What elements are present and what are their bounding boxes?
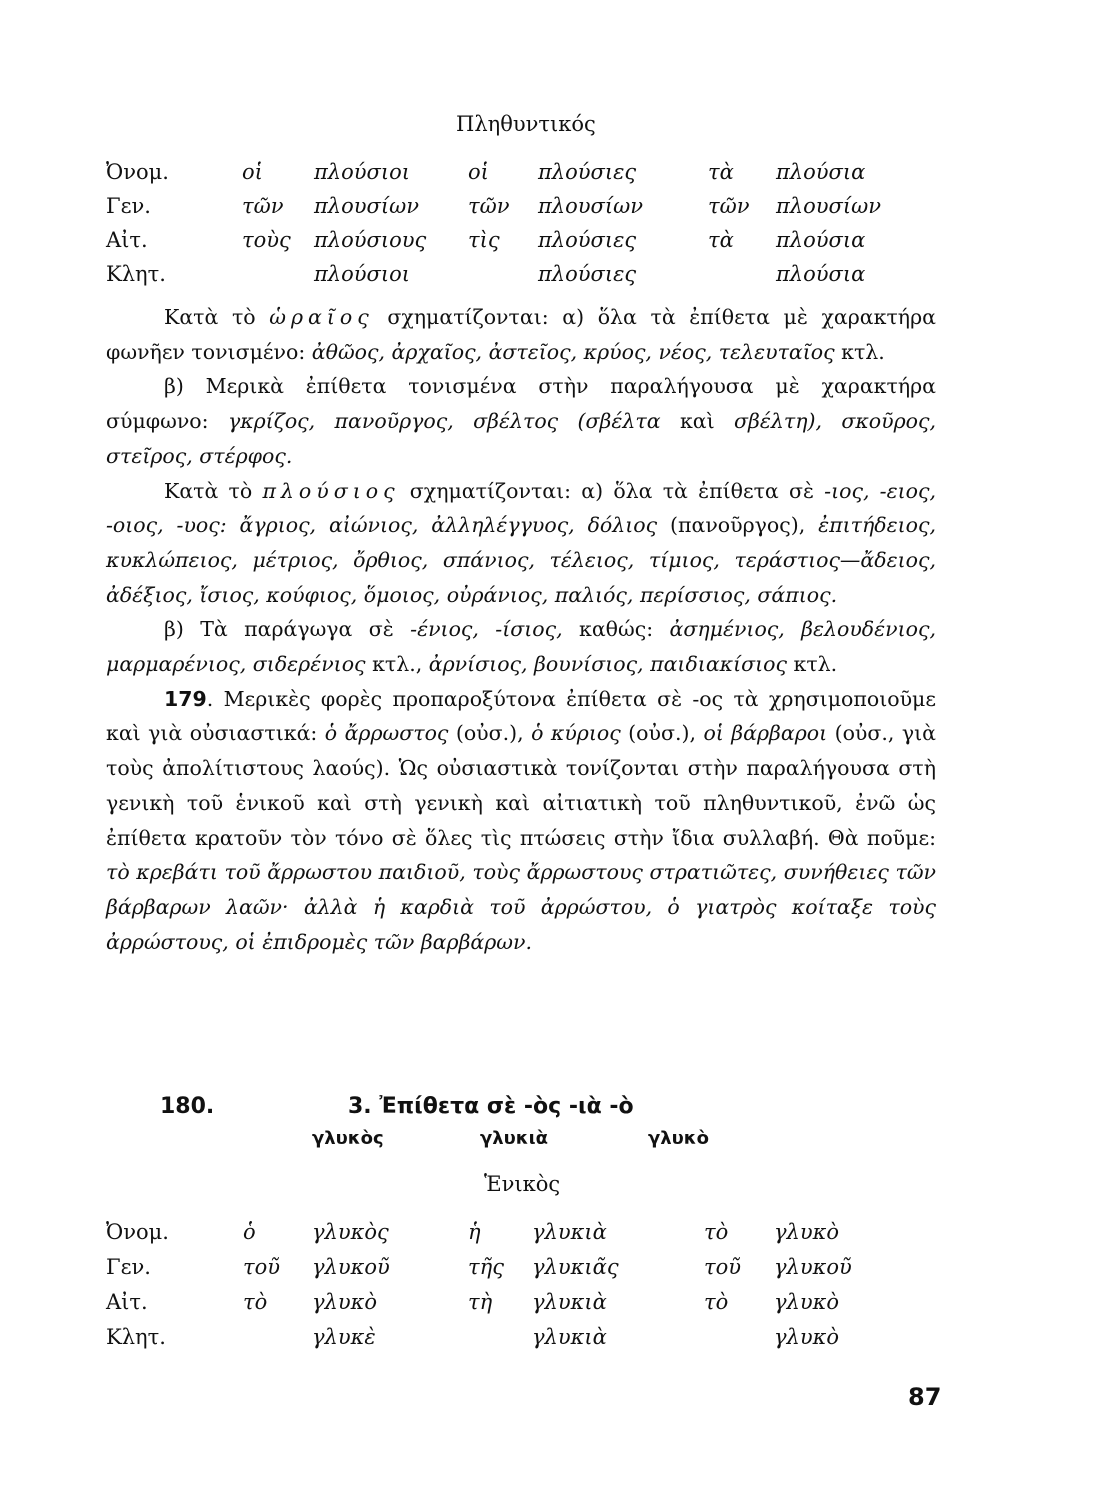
article: τὸ: [243, 1290, 268, 1314]
form: γλυκὸ: [774, 1290, 840, 1314]
page-number: 87: [908, 1383, 942, 1411]
case-label: Γεν.: [106, 1255, 151, 1279]
form: γλυκιᾶς: [532, 1255, 619, 1279]
article: τὶς: [468, 228, 500, 252]
form: γλυκὸ: [774, 1325, 840, 1349]
plural-heading: Πληθυντικός: [456, 112, 596, 136]
form: γλυκοῦ: [774, 1255, 852, 1279]
case-label: Ὀνομ.: [106, 1220, 169, 1244]
article: ἡ: [468, 1220, 481, 1244]
case-label: Γεν.: [106, 194, 151, 218]
form: πλουσίων: [776, 194, 881, 218]
article: τῶν: [708, 194, 750, 218]
case-label: Ὀνομ.: [106, 160, 169, 184]
article: ὁ: [243, 1220, 256, 1244]
form: γλυκὸ: [774, 1220, 840, 1244]
form: γλυκὸ: [312, 1290, 378, 1314]
article: τὰ: [708, 228, 734, 252]
case-label: Αἰτ.: [106, 1290, 148, 1314]
form: πλούσια: [776, 228, 866, 252]
form: πλουσίων: [314, 194, 419, 218]
form-neuter: γλυκὸ: [648, 1128, 709, 1149]
paragraph-plousios: Κατὰ τὸ πλούσιος σχηματίζονται: α) ὅλα τὰ ἐπίθετα σὲ -ιος, -ειος, -οιος, -υος: ἄγριος, αἰώνιος, ἀλληλέγγυος, δόλιος (πανοῦργος), ἐπιτήδειος, κυκλώπειος, μέτριος, ὄρθιος, σπάνιος, τέλειος, τίμιος, τεράστιος—ἄδειος, ἀδέξιος, ἴσιος, κούφιος, ὅμοιος, οὐράνιος, παλιός, περίσσιος, σάπιος.: [106, 478, 936, 607]
section-number: 180.: [160, 1094, 215, 1119]
article: τὸ: [704, 1290, 729, 1314]
form: πλουσίων: [538, 194, 643, 218]
section-title: 3. Ἐπίθετα σὲ -ὸς -ιὰ -ὸ: [348, 1094, 634, 1119]
paragraph-consonant: β) Μερικὰ ἐπίθετα τονισμένα στὴν παραλήγουσα μὲ χαρακτήρα σύμφωνο: γκρίζος, πανοῦργος, σβέλτος (σβέλτα καὶ σβέλτη), σκοῦρος, στεῖρος, στέρφος.: [106, 374, 936, 468]
form: γλυκὸς: [312, 1220, 389, 1244]
article: τοὺς: [242, 228, 291, 252]
article: τοῦ: [704, 1255, 742, 1279]
paragraph-179: 179. Μερικὲς φορὲς προπαροξύτονα ἐπίθετα σὲ -ος τὰ χρησιμοποιοῦμε καὶ γιὰ οὐσιαστικά: ὁ ἄρρωστος (οὐσ.), ὁ κύριος (οὐσ.), οἱ βάρβαροι (οὐσ., γιὰ τοὺς ἀπολίτιστους λαούς). Ὡς οὐσιαστικὰ τονίζονται στὴν παραλήγουσα στὴ γενικὴ τοῦ ἑνικοῦ καὶ στὴ γενικὴ καὶ αἰτιατικὴ τοῦ πληθυντικοῦ, ἐνῶ ὡς ἐπίθετα κρατοῦν τὸν τόνο σὲ ὅλες τὶς πτώσεις στὴν ἴδια συλλαβή. Θὰ ποῦμε: τὸ κρεβάτι τοῦ ἄρρωστου παιδιοῦ, τοὺς ἄρρωστους στρατιῶτες, συνήθειες τῶν βάρβαρων λαῶν· ἀλλὰ ἡ καρδιὰ τοῦ ἀρρώστου, ὁ γιατρὸς κοίταξε τοὺς ἀρρώστους, οἱ ἐπιδρομὲς τῶν βαρβάρων.: [106, 686, 936, 954]
article: τὰ: [708, 160, 734, 184]
form: πλούσια: [776, 262, 866, 286]
form: γλυκὲ: [312, 1325, 376, 1349]
article: τῶν: [242, 194, 284, 218]
article: οἱ: [468, 160, 489, 184]
article: οἱ: [242, 160, 263, 184]
form: πλούσιες: [538, 160, 637, 184]
form: πλούσιοι: [314, 262, 410, 286]
form: γλυκοῦ: [312, 1255, 390, 1279]
form: πλούσιοι: [314, 160, 410, 184]
form: γλυκιὰ: [532, 1325, 607, 1349]
form: πλούσια: [776, 160, 866, 184]
form: γλυκιὰ: [532, 1220, 607, 1244]
form-masculine: γλυκὸς: [312, 1128, 384, 1149]
singular-heading: Ἑνικὸς: [484, 1172, 561, 1196]
paragraph-number: 179: [164, 686, 207, 711]
article: τοῦ: [243, 1255, 281, 1279]
case-label: Κλητ.: [106, 1325, 166, 1349]
body-text: [106, 300, 936, 959]
form: πλούσιες: [538, 228, 637, 252]
article: τὴ: [468, 1290, 493, 1314]
form-feminine: γλυκιὰ: [480, 1128, 548, 1149]
form: γλυκιὰ: [532, 1290, 607, 1314]
form: πλούσιες: [538, 262, 637, 286]
article: τῆς: [468, 1255, 504, 1279]
form: πλούσιους: [314, 228, 427, 252]
paragraph-oraios: Κατὰ τὸ ὡραῖος σχηματίζονται: α) ὅλα τὰ ἐπίθετα μὲ χαρακτήρα φωνῆεν τονισμένο: ἀθῶος, ἀρχαῖος, ἀστεῖος, κρύος, νέος, τελευταῖος κτλ.: [106, 305, 936, 364]
case-label: Αἰτ.: [106, 228, 148, 252]
case-label: Κλητ.: [106, 262, 166, 286]
article: τὸ: [704, 1220, 729, 1244]
article: τῶν: [468, 194, 510, 218]
paragraph-derivatives: β) Τὰ παράγωγα σὲ -ένιος, -ίσιος, καθώς: ἀσημένιος, βελουδένιος, μαρμαρένιος, σιδερένιος κτλ., ἀρνίσιος, βουνίσιος, παιδιακίσιος κτλ.: [106, 617, 936, 677]
